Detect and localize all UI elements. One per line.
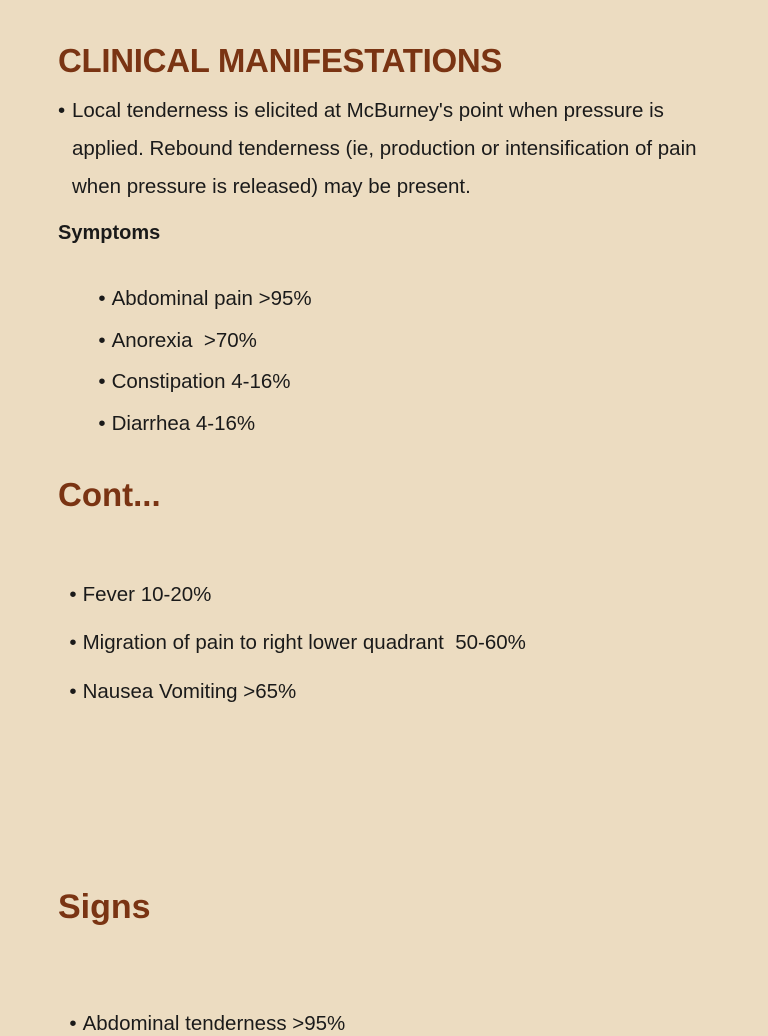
list-item bbox=[58, 607, 526, 655]
bullet: • bbox=[98, 370, 106, 393]
bullet: • bbox=[69, 583, 77, 606]
list-item bbox=[58, 559, 211, 607]
symptom-text: Abdominal pain >95% bbox=[111, 287, 312, 310]
section-title-clinical-manifestations: CLINICAL MANIFESTATIONS bbox=[58, 42, 503, 79]
symptom-text: Anorexia >70% bbox=[111, 329, 257, 352]
bullet: • bbox=[69, 631, 77, 654]
sign-item-text: Abdominal tenderness >95% bbox=[82, 1012, 346, 1035]
bullet: • bbox=[98, 329, 106, 352]
cont-item-text: Migration of pain to right lower quadrant 50-60% bbox=[82, 631, 526, 654]
bullet: • bbox=[98, 412, 106, 435]
bullet: • bbox=[58, 99, 66, 122]
intro-paragraph bbox=[58, 92, 738, 206]
symptom-text: Diarrhea 4-16% bbox=[111, 412, 256, 435]
cont-item-text: Nausea Vomiting >65% bbox=[82, 680, 297, 703]
list-item bbox=[58, 656, 296, 704]
bullet: • bbox=[98, 287, 106, 310]
section-title-cont: Cont... bbox=[58, 476, 161, 513]
bullet: • bbox=[69, 680, 77, 703]
bullet: • bbox=[69, 1012, 77, 1035]
list-item bbox=[87, 388, 255, 436]
section-title-signs: Signs bbox=[58, 888, 151, 926]
intro-text: Local tenderness is elicited at McBurney's point when pressure is applied. Rebound tenderness (ie, production or intensification of pain when pressure is released) may be present. bbox=[72, 99, 697, 198]
symptom-text: Constipation 4-16% bbox=[111, 370, 291, 393]
list-item bbox=[58, 988, 345, 1036]
symptoms-heading: Symptoms bbox=[58, 222, 161, 244]
list-item bbox=[87, 263, 312, 311]
cont-item-text: Fever 10-20% bbox=[82, 583, 212, 606]
list-item bbox=[87, 346, 291, 394]
